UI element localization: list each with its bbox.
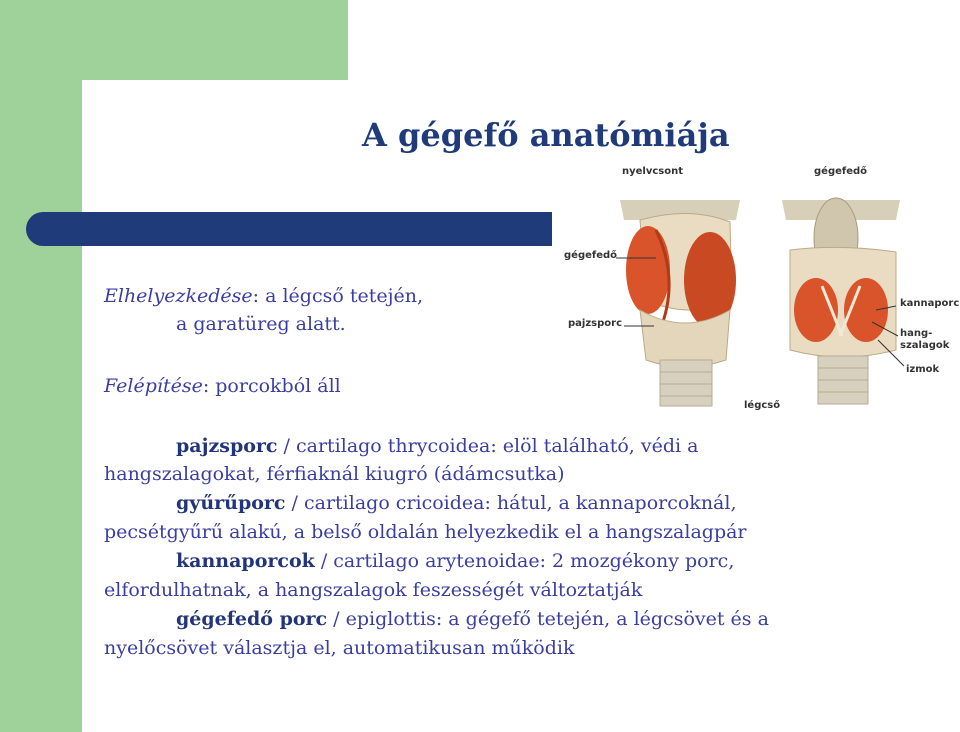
label-nyelvcsont: nyelvcsont bbox=[622, 166, 684, 177]
structure-label: Felépítése bbox=[104, 375, 203, 397]
location-text: : a légcső tetején, bbox=[252, 285, 423, 307]
left-green-band bbox=[0, 0, 82, 732]
label-legcso: légcső bbox=[744, 400, 781, 411]
structure-line bbox=[104, 374, 341, 398]
item-pajzsporc-desc: / cartilago thrycoidea: elöl található, védi a bbox=[277, 435, 699, 457]
item-gegefedo-line2: nyelőcsövet választja el, automatikusan működik bbox=[104, 637, 575, 659]
item-gyuruporc-line2: pecsétgyűrű alakú, a belső oldalán helyezkedik el a hangszalagpár bbox=[104, 521, 747, 543]
item-gyuruporc-line1 bbox=[104, 491, 737, 515]
label-pajzsporc: pajzsporc bbox=[568, 318, 622, 329]
item-gyuruporc-desc: / cartilago cricoidea: hátul, a kannaporcoknál, bbox=[285, 492, 737, 514]
label-gegefedo-top: gégefedő bbox=[814, 166, 868, 177]
item-pajzsporc-line2: hangszalagokat, férfiaknál kiugró (ádámcsutka) bbox=[104, 463, 565, 485]
label-gegefedo-left: gégefedő bbox=[564, 250, 618, 261]
location-line bbox=[104, 284, 423, 308]
item-kannaporcok-line1 bbox=[104, 549, 734, 573]
term-gegefedo-porc: gégefedő porc bbox=[176, 608, 328, 630]
label-kannaporc: kannaporc bbox=[900, 298, 960, 309]
term-kannaporcok: kannaporcok bbox=[176, 550, 315, 572]
item-gegefedo-desc: / epiglottis: a gégefő tetején, a légcsövet és a bbox=[327, 608, 769, 630]
term-pajzsporc: pajzsporc bbox=[176, 435, 278, 457]
item-pajzsporc-line1 bbox=[104, 434, 698, 458]
larynx-anatomy-figure bbox=[560, 160, 958, 418]
item-gegefedo-line1 bbox=[104, 607, 769, 631]
location-line-2: a garatüreg alatt. bbox=[176, 313, 346, 335]
larynx-illustration bbox=[560, 160, 958, 418]
top-green-band bbox=[0, 0, 348, 80]
structure-text: : porcokból áll bbox=[202, 375, 341, 397]
location-label: Elhelyezkedése bbox=[104, 285, 253, 307]
label-izmok: izmok bbox=[906, 364, 940, 375]
item-kannaporcok-desc: / cartilago arytenoidae: 2 mozgékony porc, bbox=[314, 550, 735, 572]
term-gyuruporc: gyűrűporc bbox=[176, 492, 286, 514]
title-underline-bar bbox=[26, 212, 552, 246]
slide-title: A gégefő anatómiája bbox=[362, 116, 730, 154]
label-hangszalagok-2: szalagok bbox=[900, 340, 950, 351]
label-hangszalagok-1: hang- bbox=[900, 328, 933, 339]
item-kannaporcok-line2: elfordulhatnak, a hangszalagok feszességét változtatják bbox=[104, 579, 643, 601]
